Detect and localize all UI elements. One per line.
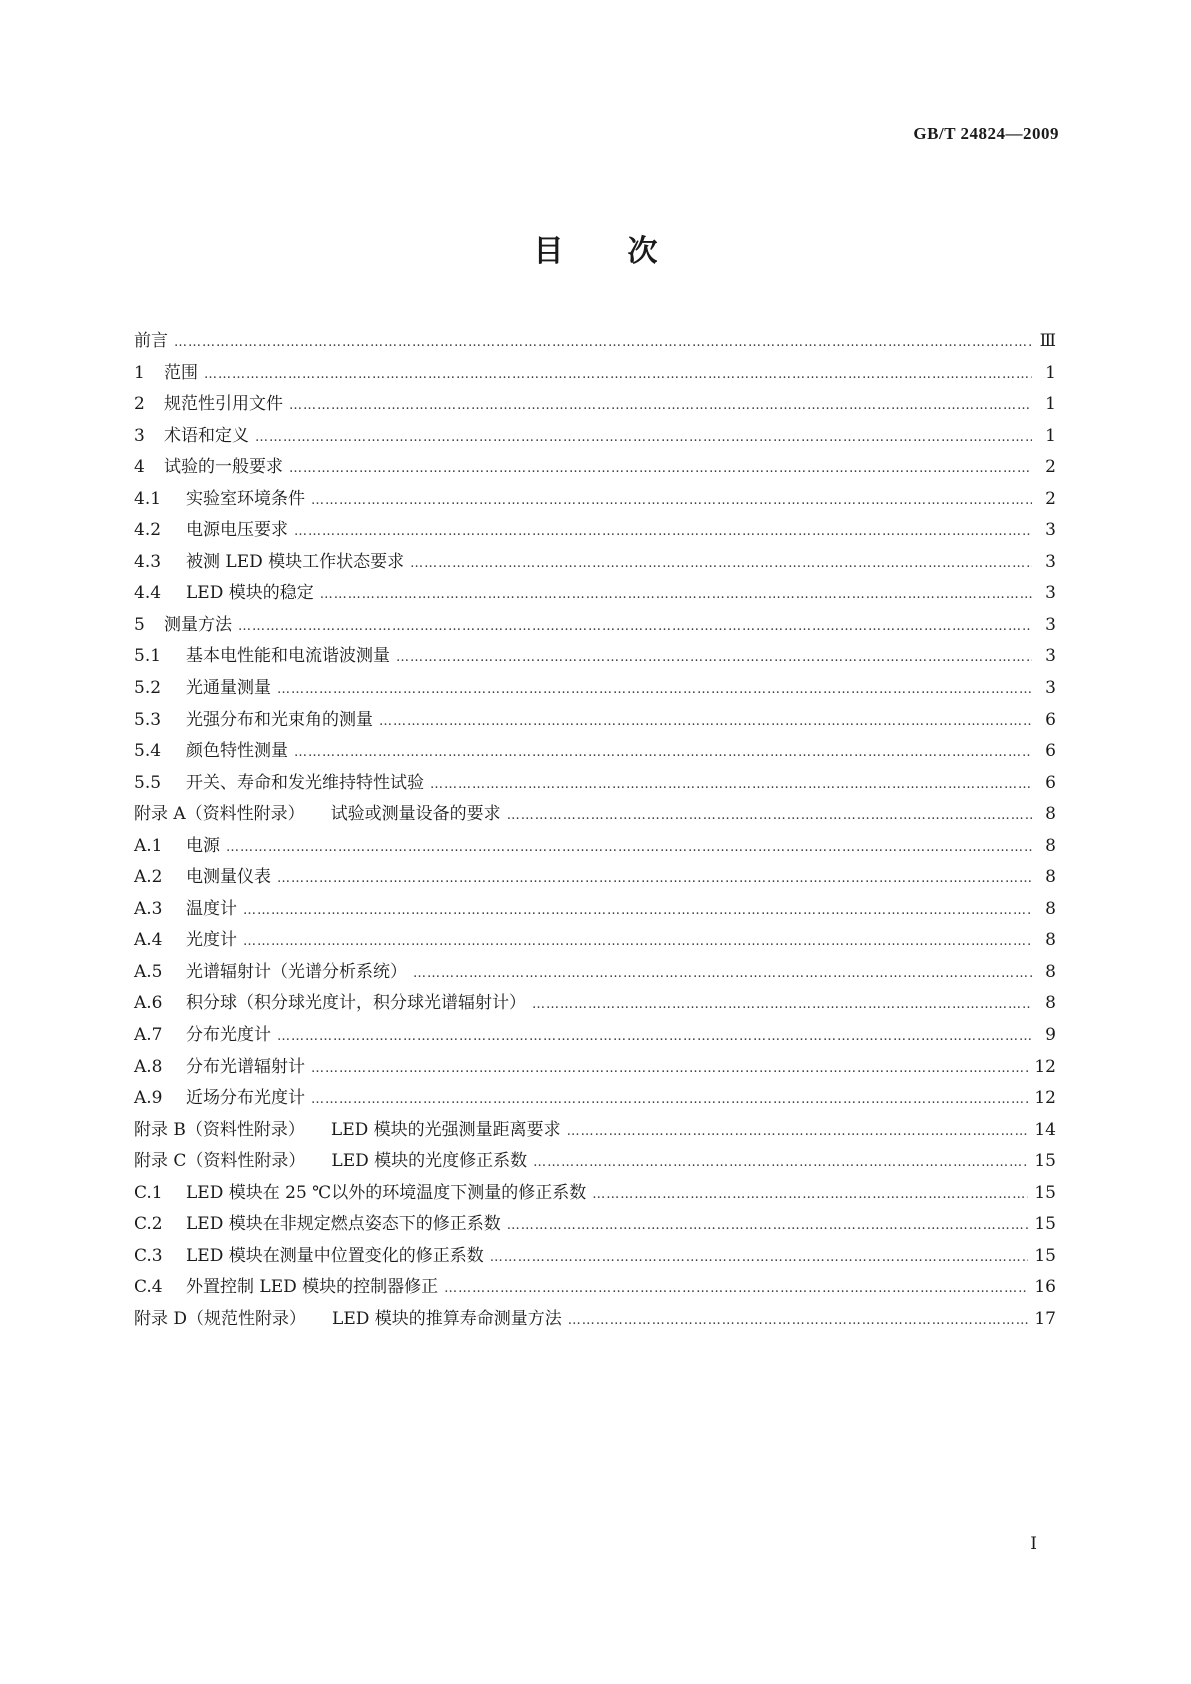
toc-leader-dots	[255, 430, 1032, 445]
toc-entry-title: 规范性引用文件	[164, 394, 283, 415]
toc-entry-label	[134, 831, 226, 856]
toc-entry-page: 1	[1045, 425, 1056, 446]
toc-leader-dots	[507, 1218, 1029, 1233]
toc-entry-number: 5.4	[134, 741, 162, 762]
toc-entry-label	[134, 894, 243, 919]
toc-entry-label	[134, 1241, 490, 1266]
toc-entry-label	[134, 1115, 567, 1140]
toc-entry-page: 3	[1045, 646, 1056, 667]
toc-entry-number: 5	[134, 614, 145, 635]
toc-entry-page: 1	[1045, 394, 1056, 415]
toc-entry-title: 电源电压要求	[186, 520, 288, 541]
toc-entry[interactable]	[134, 988, 1056, 1020]
toc-entry-label	[134, 1272, 444, 1297]
toc-entry-label	[134, 326, 174, 351]
toc-entry-title: 光度计	[186, 930, 237, 951]
toc-entry[interactable]	[134, 799, 1056, 831]
toc-entry-page: 9	[1045, 1025, 1056, 1046]
toc-entry-title: 积分球（积分球光度计，积分球光谱辐射计）	[186, 993, 526, 1014]
toc-entry-title: 近场分布光度计	[186, 1088, 305, 1109]
toc-entry[interactable]	[134, 484, 1056, 516]
toc-entry-label	[134, 389, 289, 414]
toc-entry-page: 8	[1045, 930, 1056, 951]
toc-leader-dots	[238, 619, 1032, 634]
toc-leader-dots	[311, 1092, 1028, 1107]
toc-leader-dots	[430, 777, 1032, 792]
toc-entry[interactable]	[134, 547, 1056, 579]
toc-entry-label	[134, 1083, 311, 1108]
toc-entry[interactable]	[134, 389, 1056, 421]
toc-entry-page: 3	[1045, 678, 1056, 699]
toc-entry-number: C.2	[134, 1214, 163, 1235]
toc-entry-page: 16	[1034, 1277, 1056, 1298]
toc-entry[interactable]	[134, 736, 1056, 768]
toc-entry-number: A.5	[134, 961, 163, 982]
toc-entry-title: 分布光度计	[186, 1025, 271, 1046]
toc-entry-title: 光强分布和光束角的测量	[186, 709, 373, 730]
toc-entry-number: 4.3	[134, 551, 162, 572]
toc-entry-page: 15	[1034, 1245, 1056, 1266]
toc-entry-page: 14	[1034, 1119, 1056, 1140]
toc-entry-title: 光谱辐射计（光谱分析系统）	[186, 961, 407, 982]
toc-entry[interactable]	[134, 452, 1056, 484]
toc-entry-number: A.9	[134, 1088, 163, 1109]
table-of-contents	[134, 326, 1056, 1336]
toc-entry-number: 1	[134, 362, 145, 383]
toc-entry-number: 2	[134, 394, 145, 415]
toc-leader-dots	[174, 335, 1032, 350]
page-number: I	[1030, 1534, 1037, 1554]
toc-entry[interactable]	[134, 358, 1056, 390]
toc-leader-dots	[243, 903, 1032, 918]
toc-entry-title: LED 模块的光强测量距离要求	[330, 1119, 561, 1140]
toc-entry-page: 17	[1034, 1308, 1056, 1329]
toc-leader-dots	[320, 587, 1032, 602]
toc-entry-number: 4.1	[134, 488, 162, 509]
toc-entry-page: 3	[1045, 614, 1056, 635]
toc-entry-number: 附录 A（资料性附录）	[134, 804, 305, 825]
toc-entry-title: 电测量仪表	[186, 867, 271, 888]
toc-entry-title: 范围	[164, 362, 198, 383]
toc-entry[interactable]	[134, 1115, 1056, 1147]
toc-entry-number: 3	[134, 425, 145, 446]
toc-leader-dots	[410, 556, 1032, 571]
toc-entry[interactable]	[134, 1020, 1056, 1052]
toc-entry-number: 5.5	[134, 772, 162, 793]
toc-leader-dots	[444, 1281, 1028, 1296]
toc-leader-dots	[289, 461, 1032, 476]
toc-entry-number: A.3	[134, 898, 163, 919]
toc-entry-title: 前言	[134, 331, 168, 351]
toc-entry-number: 5.1	[134, 646, 162, 667]
toc-entry-label	[134, 705, 379, 730]
toc-entry-number: 5.2	[134, 678, 162, 699]
toc-entry-title: 温度计	[186, 898, 237, 919]
toc-entry-label	[134, 1209, 507, 1234]
toc-entry-page: 6	[1045, 772, 1056, 793]
toc-entry[interactable]	[134, 894, 1056, 926]
toc-entry-number: C.4	[134, 1277, 163, 1298]
toc-leader-dots	[413, 966, 1032, 981]
toc-entry[interactable]	[134, 1304, 1056, 1336]
toc-entry-title: 分布光谱辐射计	[186, 1056, 305, 1077]
toc-entry-label	[134, 452, 289, 477]
toc-entry[interactable]	[134, 1083, 1056, 1115]
toc-entry[interactable]	[134, 641, 1056, 673]
toc-entry-number: 附录 B（资料性附录）	[134, 1119, 305, 1140]
toc-entry-label	[134, 1052, 311, 1077]
toc-entry-label	[134, 768, 430, 793]
toc-leader-dots	[311, 493, 1032, 508]
toc-entry-number: 附录 C（资料性附录）	[134, 1151, 306, 1172]
toc-entry-page: 8	[1045, 867, 1056, 888]
toc-leader-dots	[277, 682, 1032, 697]
toc-entry-label	[134, 862, 277, 887]
toc-entry-number: A.4	[134, 930, 163, 951]
toc-entry-label	[134, 673, 277, 698]
toc-leader-dots	[289, 398, 1032, 413]
toc-entry[interactable]	[134, 1146, 1056, 1178]
toc-leader-dots	[226, 840, 1032, 855]
toc-entry-page: 6	[1045, 709, 1056, 730]
toc-entry-title: 试验的一般要求	[164, 457, 283, 478]
toc-entry-page: 12	[1034, 1056, 1056, 1077]
toc-entry-page: 2	[1045, 488, 1056, 509]
toc-entry-number: 5.3	[134, 709, 162, 730]
toc-entry-page: 1	[1045, 362, 1056, 383]
toc-entry-page: 2	[1045, 457, 1056, 478]
toc-entry[interactable]	[134, 1241, 1056, 1273]
toc-entry-title: 被测 LED 模块工作状态要求	[186, 551, 405, 572]
toc-entry-label	[134, 641, 396, 666]
toc-leader-dots	[294, 524, 1032, 539]
toc-entry-label	[134, 988, 532, 1013]
toc-entry-label	[134, 358, 204, 383]
toc-entry-number: 4	[134, 457, 145, 478]
toc-entry-title: LED 模块在测量中位置变化的修正系数	[186, 1245, 484, 1266]
toc-entry-title: 外置控制 LED 模块的控制器修正	[186, 1277, 439, 1298]
standard-code: GB/T 24824—2009	[913, 124, 1059, 143]
toc-entry[interactable]	[134, 326, 1056, 358]
toc-entry[interactable]	[134, 957, 1056, 989]
toc-entry[interactable]	[134, 515, 1056, 547]
toc-entry-title: 术语和定义	[164, 425, 249, 446]
page-title: 目次	[533, 234, 722, 269]
toc-entry-label	[134, 736, 294, 761]
toc-entry-title: LED 模块的光度修正系数	[331, 1151, 528, 1172]
toc-entry-number: 4.2	[134, 520, 162, 541]
toc-entry-page: 6	[1045, 741, 1056, 762]
toc-entry-label	[134, 578, 320, 603]
toc-entry-title: 测量方法	[164, 614, 232, 635]
toc-entry-label	[134, 1178, 592, 1203]
toc-entry[interactable]	[134, 421, 1056, 453]
toc-entry-page: 3	[1045, 551, 1056, 572]
toc-entry-number: C.3	[134, 1245, 163, 1266]
toc-entry-title: 电源	[186, 835, 220, 856]
toc-entry-page: 3	[1045, 583, 1056, 604]
toc-entry[interactable]	[134, 925, 1056, 957]
toc-entry-page: 8	[1045, 961, 1056, 982]
toc-leader-dots	[294, 745, 1032, 760]
toc-entry-page: 3	[1045, 520, 1056, 541]
toc-entry-title: LED 模块在 25 ℃以外的环境温度下测量的修正系数	[186, 1182, 587, 1203]
toc-entry-label	[134, 421, 255, 446]
toc-entry-title: 颜色特性测量	[186, 741, 288, 762]
toc-entry-page: 15	[1034, 1214, 1056, 1235]
toc-entry-page: 12	[1034, 1088, 1056, 1109]
toc-entry[interactable]	[134, 1052, 1056, 1084]
toc-entry[interactable]	[134, 831, 1056, 863]
toc-entry-number: A.6	[134, 993, 163, 1014]
toc-entry-number: A.7	[134, 1025, 163, 1046]
toc-leader-dots	[277, 1029, 1032, 1044]
toc-leader-dots	[592, 1187, 1028, 1202]
toc-leader-dots	[533, 1155, 1028, 1170]
toc-leader-dots	[204, 367, 1032, 382]
toc-entry-title: 基本电性能和电流谐波测量	[186, 646, 390, 667]
toc-entry-label	[134, 1146, 533, 1171]
toc-entry-page: 8	[1045, 804, 1056, 825]
toc-entry-page: Ⅲ	[1039, 331, 1056, 351]
toc-leader-dots	[243, 934, 1032, 949]
toc-entry-label	[134, 925, 243, 950]
toc-leader-dots	[507, 808, 1032, 823]
toc-entry-title: 光通量测量	[186, 678, 271, 699]
toc-entry-page: 8	[1045, 835, 1056, 856]
toc-entry[interactable]	[134, 1178, 1056, 1210]
toc-entry-number: 附录 D（规范性附录）	[134, 1308, 307, 1329]
toc-entry[interactable]	[134, 673, 1056, 705]
toc-entry-title: 开关、寿命和发光维持特性试验	[186, 772, 424, 793]
toc-entry-number: A.8	[134, 1056, 163, 1077]
toc-entry[interactable]	[134, 768, 1056, 800]
toc-entry[interactable]	[134, 578, 1056, 610]
toc-entry-label	[134, 1020, 277, 1045]
toc-entry-number: A.2	[134, 867, 163, 888]
toc-entry[interactable]	[134, 705, 1056, 737]
toc-entry-page: 15	[1034, 1151, 1056, 1172]
toc-entry[interactable]	[134, 1209, 1056, 1241]
toc-entry-label	[134, 515, 294, 540]
toc-entry-title: LED 模块的推算寿命测量方法	[332, 1308, 562, 1329]
toc-leader-dots	[311, 1061, 1028, 1076]
toc-entry-page: 15	[1034, 1182, 1056, 1203]
toc-entry-page: 8	[1045, 993, 1056, 1014]
toc-entry-number: 4.4	[134, 583, 162, 604]
toc-entry[interactable]	[134, 610, 1056, 642]
toc-leader-dots	[396, 650, 1032, 665]
toc-entry-title: LED 模块的稳定	[186, 583, 314, 604]
toc-entry-number: A.1	[134, 835, 163, 856]
toc-leader-dots	[568, 1313, 1029, 1328]
toc-entry-label	[134, 1304, 568, 1329]
toc-leader-dots	[277, 871, 1032, 886]
toc-entry[interactable]	[134, 1272, 1056, 1304]
toc-entry-label	[134, 799, 507, 824]
toc-entry-label	[134, 484, 311, 509]
toc-entry[interactable]	[134, 862, 1056, 894]
toc-leader-dots	[379, 714, 1032, 729]
toc-entry-number: C.1	[134, 1182, 163, 1203]
toc-entry-label	[134, 957, 413, 982]
toc-entry-title: LED 模块在非规定燃点姿态下的修正系数	[186, 1214, 501, 1235]
toc-entry-label	[134, 610, 238, 635]
toc-leader-dots	[567, 1124, 1029, 1139]
toc-leader-dots	[532, 997, 1032, 1012]
toc-entry-page: 8	[1045, 898, 1056, 919]
toc-entry-title: 试验或测量设备的要求	[330, 804, 501, 825]
toc-leader-dots	[490, 1250, 1029, 1265]
toc-entry-title: 实验室环境条件	[186, 488, 305, 509]
toc-entry-label	[134, 547, 410, 572]
